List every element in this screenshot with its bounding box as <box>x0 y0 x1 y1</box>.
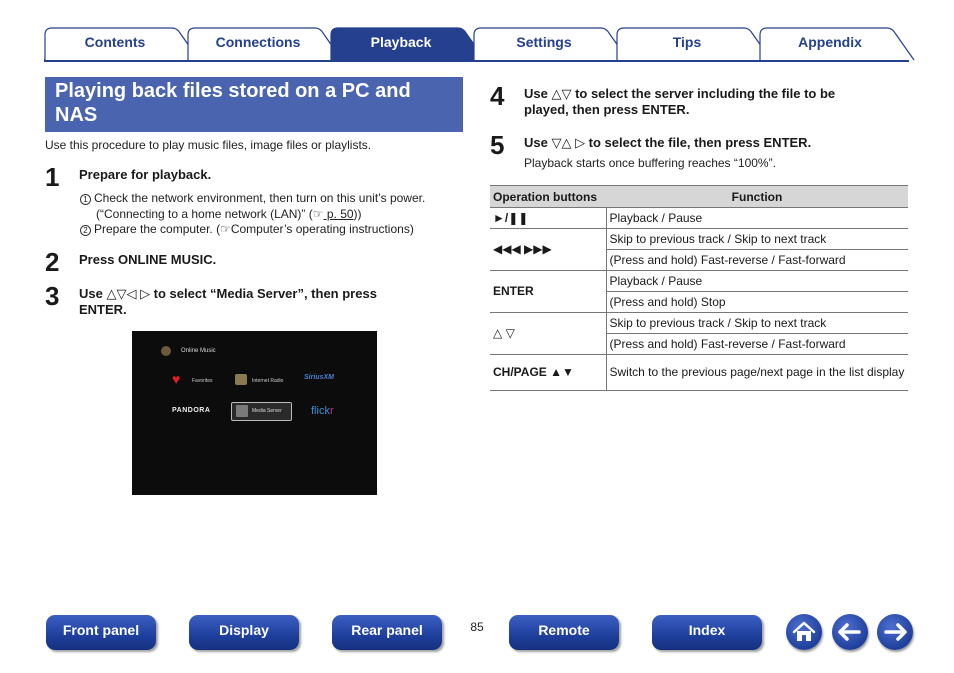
step-1-sub-2-post: Computer’s operating instructions) <box>230 222 414 236</box>
tab-label: Contents <box>84 34 146 50</box>
tab-label: Playback <box>370 34 432 50</box>
tab-contents[interactable] <box>44 27 194 60</box>
tab-playback[interactable] <box>330 27 480 60</box>
function-cell: Playback / Pause <box>606 271 908 292</box>
step-1-sub-1-text: Check the network environment, then turn on this unit’s power. <box>94 191 426 205</box>
circled-2-icon: 2 <box>80 225 91 236</box>
favorites-heart-icon: ♥ <box>172 371 181 387</box>
function-cell: (Press and hold) Stop <box>606 292 908 313</box>
step-3-line-2: ENTER. <box>79 302 127 317</box>
media-server-icon <box>236 405 248 417</box>
button-enter: ENTER <box>490 271 606 313</box>
step-1-ref-pre: (“Connecting to a home network (LAN)” ( <box>96 207 313 221</box>
page-number: 85 <box>470 620 484 634</box>
tab-bar <box>44 27 909 62</box>
flickr-logo-a: flick <box>311 405 330 417</box>
step-4-number: 4 <box>490 81 505 111</box>
back-button[interactable] <box>832 614 868 650</box>
step-1-sub-2 <box>80 222 414 237</box>
step-2-text: Press ONLINE MUSIC. <box>79 252 217 267</box>
tab-appendix[interactable] <box>759 27 909 60</box>
tab-connections[interactable] <box>187 27 337 60</box>
siriusxm-logo: SiriusXM <box>304 374 334 381</box>
step-3-number: 3 <box>45 281 60 311</box>
tab-label: Connections <box>215 34 301 50</box>
flickr-logo-b: r <box>329 405 334 417</box>
step-2-number: 2 <box>45 247 60 277</box>
function-cell: (Press and hold) Fast-reverse / Fast-forward <box>606 334 908 355</box>
function-cell: Playback / Pause <box>606 208 908 229</box>
online-music-screen <box>132 331 377 495</box>
arrow-right-icon <box>877 614 913 650</box>
function-cell: Skip to previous track / Skip to next track <box>606 229 908 250</box>
screen-title: Online Music <box>181 348 216 354</box>
table-row <box>490 271 908 292</box>
internet-radio-label: Internet Radio <box>252 378 284 384</box>
intro-text: Use this procedure to play music files, image files or playlists. <box>45 138 372 152</box>
buffering-note: Playback starts once buffering reaches “100%”. <box>524 156 776 170</box>
step-4-text <box>524 86 835 118</box>
step-1-number: 1 <box>45 162 60 192</box>
step-4-line-2: played, then press ENTER. <box>524 102 690 117</box>
flickr-logo <box>311 405 334 417</box>
button-ch-page: CH/PAGE ▲▼ <box>490 355 606 391</box>
display-button[interactable]: Display <box>189 615 299 650</box>
step-1-ref-post: )) <box>353 207 362 221</box>
function-cell: Switch to the previous page/next page in the list display <box>606 355 908 391</box>
reference-hand-icon: ☞ <box>312 207 324 221</box>
home-icon <box>786 614 822 650</box>
index-button[interactable]: Index <box>652 615 762 650</box>
reference-hand-icon: ☞ <box>220 222 231 236</box>
arrow-left-icon <box>832 614 868 650</box>
header-function: Function <box>606 186 908 208</box>
rear-panel-button[interactable]: Rear panel <box>332 615 442 650</box>
tab-label: Tips <box>672 34 702 50</box>
step-5-text: Use ▽△ ▷ to select the file, then press ENTER. <box>524 135 812 150</box>
circled-1-icon: 1 <box>80 194 91 205</box>
page-title: Playing back files stored on a PC and NAS <box>45 77 463 132</box>
button-skip: ◀◀◀ ▶▶▶ <box>490 229 606 271</box>
front-panel-button[interactable]: Front panel <box>46 615 156 650</box>
step-1-sub-2-pre: Prepare the computer. ( <box>94 222 221 236</box>
online-music-logo-icon <box>161 346 171 356</box>
step-1-text: Prepare for playback. <box>79 167 212 182</box>
tab-settings[interactable] <box>473 27 623 60</box>
favorites-label: Favorites <box>192 378 213 384</box>
tab-tips[interactable] <box>616 27 766 60</box>
remote-button[interactable]: Remote <box>509 615 619 650</box>
table-row <box>490 208 908 229</box>
step-1-sub-1 <box>80 191 425 206</box>
button-up-down: △ ▽ <box>490 313 606 355</box>
pandora-logo: PANDORA <box>172 407 211 414</box>
table-row <box>490 355 908 391</box>
table-row <box>490 313 908 334</box>
tab-label: Appendix <box>798 34 862 50</box>
media-server-label: Media Server <box>252 408 282 414</box>
tab-label: Settings <box>516 34 572 50</box>
table-row <box>490 229 908 250</box>
step-3-line-1: Use △▽◁ ▷ to select “Media Server”, then press <box>79 286 377 301</box>
step-1-sub-1-ref <box>96 207 362 222</box>
function-cell: (Press and hold) Fast-reverse / Fast-forward <box>606 250 908 271</box>
forward-button[interactable] <box>877 614 913 650</box>
home-button[interactable] <box>786 614 822 650</box>
step-4-line-1: Use △▽ to select the server including the file to be <box>524 86 836 101</box>
step-3-text <box>79 286 377 318</box>
operation-table <box>490 185 908 391</box>
step-5-number: 5 <box>490 130 505 160</box>
internet-radio-icon <box>235 374 247 385</box>
button-play-pause: ►/❚❚ <box>490 208 606 229</box>
header-operation-buttons: Operation buttons <box>490 186 606 208</box>
table-header-row <box>490 186 908 208</box>
page-50-link[interactable]: p. 50 <box>323 207 354 221</box>
function-cell: Skip to previous track / Skip to next track <box>606 313 908 334</box>
